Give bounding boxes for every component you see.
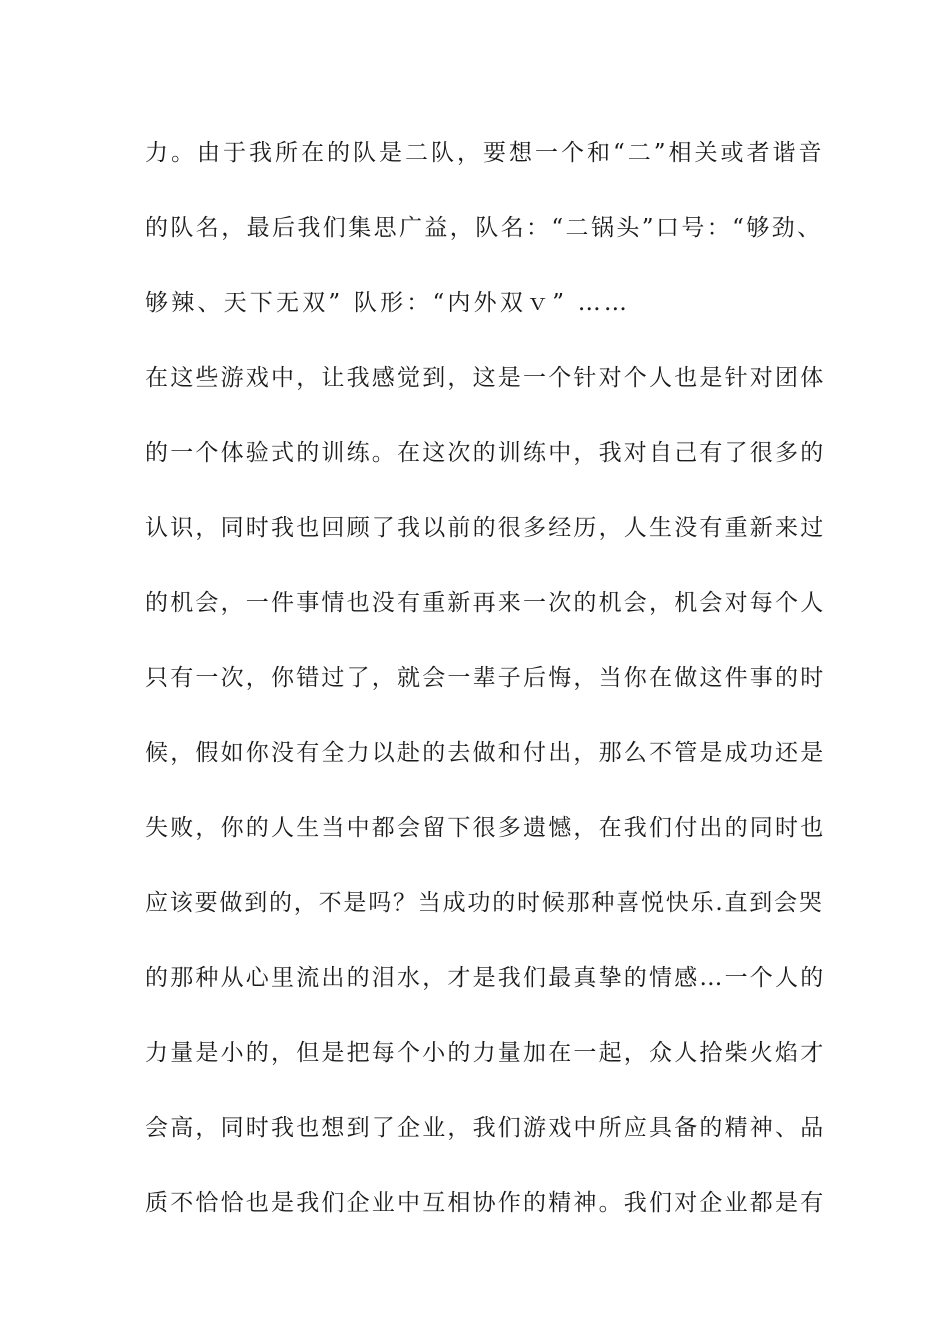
- text-line: 候，假如你没有全力以赴的去做和付出，那么不管是成功还是: [145, 740, 826, 766]
- text-line: 的队名，最后我们集思广益，队名：“二锅头”口号：“够劲、: [145, 215, 823, 241]
- text-line: 应该要做到的，不是吗？当成功的时候那种喜悦快乐.直到会哭: [145, 890, 824, 916]
- text-line: 的机会，一件事情也没有重新再来一次的机会，机会对每个人: [145, 590, 826, 616]
- text-line: 够辣、天下无双” 队形：“内外双ｖ” ……: [145, 290, 631, 316]
- text-line: 会高，同时我也想到了企业，我们游戏中所应具备的精神、品: [145, 1115, 826, 1141]
- text-line: 在这些游戏中，让我感觉到，这是一个针对个人也是针对团体: [145, 365, 826, 391]
- text-line: 的一个体验式的训练。在这次的训练中，我对自己有了很多的: [145, 440, 826, 466]
- text-line: 力。由于我所在的队是二队，要想一个和“二”相关或者谐音: [145, 140, 825, 166]
- text-line: 的那种从心里流出的泪水，才是我们最真挚的情感…一个人的: [145, 965, 826, 991]
- text-line: 失败，你的人生当中都会留下很多遗憾，在我们付出的同时也: [145, 815, 826, 841]
- text-line: 质不恰恰也是我们企业中互相协作的精神。我们对企业都是有: [145, 1190, 826, 1216]
- text-line: 只有一次，你错过了，就会一辈子后悔，当你在做这件事的时: [145, 665, 826, 691]
- text-line: 认识，同时我也回顾了我以前的很多经历，人生没有重新来过: [145, 515, 826, 541]
- text-line: 力量是小的，但是把每个小的力量加在一起，众人拾柴火焰才: [145, 1040, 826, 1066]
